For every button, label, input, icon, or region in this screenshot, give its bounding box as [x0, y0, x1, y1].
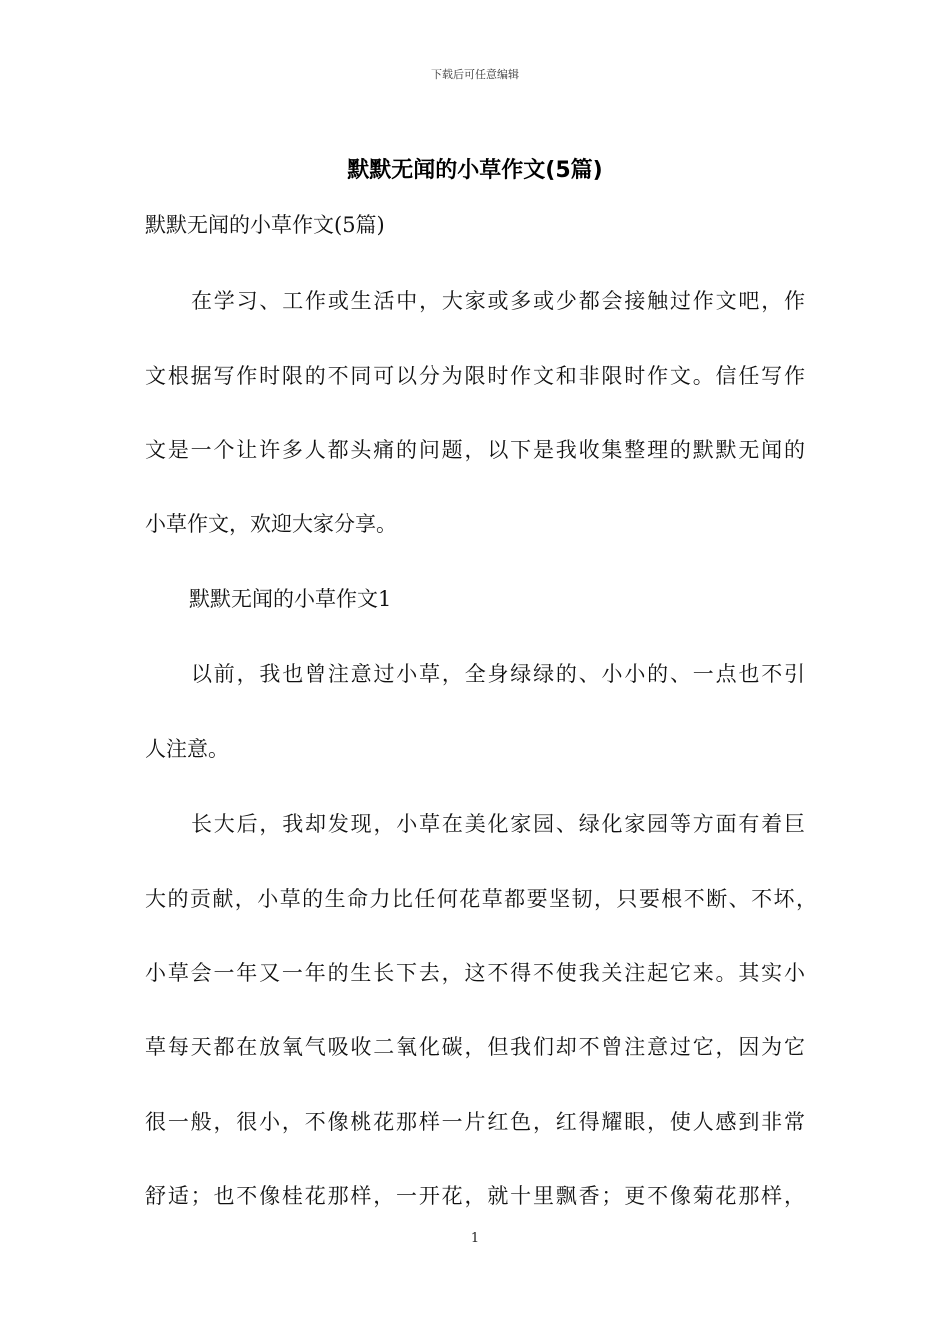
- paragraph-line: 以前，我也曾注意过小草，全身绿绿的、小小的、一点也不引: [191, 662, 805, 686]
- page-number: 1: [470, 1231, 480, 1246]
- paragraph-line: 很一般，很小，不像桃花那样一片红色，红得耀眼，使人感到非常: [145, 1110, 805, 1134]
- paragraph-line: 舒适；也不像桂花那样，一开花，就十里飘香；更不像菊花那样，: [145, 1184, 805, 1208]
- document-subtitle: 默默无闻的小草作文(5篇): [145, 213, 385, 237]
- paragraph-line: 小草会一年又一年的生长下去，这不得不使我关注起它来。其实小: [145, 961, 805, 985]
- paragraph-line: 在学习、工作或生活中，大家或多或少都会接触过作文吧，作: [191, 289, 805, 313]
- paragraph-line: 长大后，我却发现，小草在美化家园、绿化家园等方面有着巨: [191, 812, 805, 836]
- paragraph-line: 人注意。: [145, 737, 229, 761]
- paragraph-line: 文根据写作时限的不同可以分为限时作文和非限时作文。信任写作: [145, 364, 805, 388]
- paragraph-line: 草每天都在放氧气吸收二氧化碳，但我们却不曾注意过它，因为它: [145, 1035, 805, 1059]
- paragraph-line: 文是一个让许多人都头痛的问题，以下是我收集整理的默默无闻的: [145, 438, 805, 462]
- section-heading: 默默无闻的小草作文1: [189, 587, 392, 611]
- header-note: 下载后可任意编辑: [431, 68, 519, 81]
- paragraph-line: 小草作文，欢迎大家分享。: [145, 512, 397, 536]
- document-title: 默默无闻的小草作文(5篇): [347, 158, 603, 183]
- paragraph-line: 大的贡献，小草的生命力比任何花草都要坚韧，只要根不断、不坏，: [145, 887, 817, 911]
